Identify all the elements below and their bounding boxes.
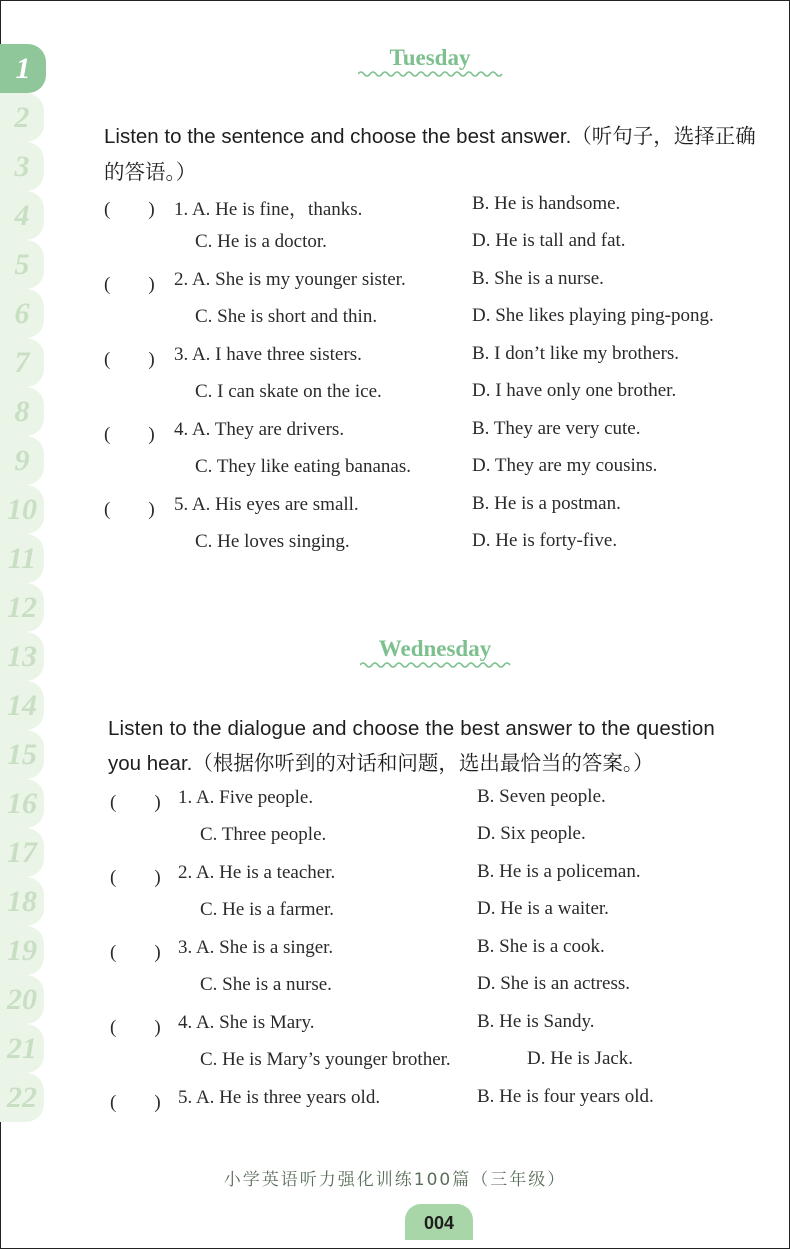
tuesday-q3-option-a: 3. A. I have three sisters. <box>174 344 362 365</box>
wednesday-q4-option-c: C. He is Mary’s younger brother. <box>200 1049 451 1070</box>
wednesday-q4-option-d: D. He is Jack. <box>527 1048 634 1069</box>
wednesday-q2-option-d: D. He is a waiter. <box>477 898 609 919</box>
side-tab-9[interactable]: 9 <box>0 436 44 485</box>
tuesday-q1-option-d: D. He is tall and fat. <box>472 230 626 251</box>
side-tab-12[interactable]: 12 <box>0 583 44 632</box>
side-tab-22[interactable]: 22 <box>0 1073 44 1122</box>
wednesday-q3-option-d: D. She is an actress. <box>477 973 631 994</box>
tuesday-q5-option-b: B. He is a postman. <box>472 493 621 514</box>
wednesday-q2-option-b: B. He is a policeman. <box>477 861 641 882</box>
wednesday-q1-option-c: C. Three people. <box>200 824 327 845</box>
tuesday-q3-option-c: C. I can skate on the ice. <box>195 381 382 402</box>
wednesday-q3-option-b: B. She is a cook. <box>477 936 605 957</box>
tuesday-q5-option-c: C. He loves singing. <box>195 531 350 552</box>
tuesday-wave-decoration <box>358 70 504 78</box>
side-tab-13[interactable]: 13 <box>0 632 44 681</box>
tuesday-q5-option-a: 5. A. His eyes are small. <box>174 494 359 515</box>
side-tab-7[interactable]: 7 <box>0 338 44 387</box>
tuesday-q2-option-d: D. She likes playing ping-pong. <box>472 305 714 326</box>
tuesday-instruction-line2: 的答语。） <box>104 161 197 184</box>
side-tab-18[interactable]: 18 <box>0 877 44 926</box>
tuesday-q1-answer-blank[interactable]: ( ) <box>104 199 155 220</box>
wednesday-q4-option-a: 4. A. She is Mary. <box>178 1012 315 1033</box>
side-tab-11[interactable]: 11 <box>0 534 44 583</box>
wednesday-q5-answer-blank[interactable]: ( ) <box>110 1092 161 1113</box>
wednesday-q1-option-b: B. Seven people. <box>477 786 606 807</box>
wednesday-q1-option-d: D. Six people. <box>477 823 586 844</box>
tuesday-q1-option-a: 1. A. He is fine，thanks. <box>174 199 363 220</box>
tuesday-q4-option-c: C. They like eating bananas. <box>195 456 411 477</box>
side-tab-10[interactable]: 10 <box>0 485 44 534</box>
wednesday-q5-option-a: 5. A. He is three years old. <box>178 1087 381 1108</box>
wednesday-wave-decoration <box>360 661 512 669</box>
tuesday-q4-answer-blank[interactable]: ( ) <box>104 424 155 445</box>
side-tab-15[interactable]: 15 <box>0 730 44 779</box>
side-tab-17[interactable]: 17 <box>0 828 44 877</box>
side-tab-19[interactable]: 19 <box>0 926 44 975</box>
wednesday-q3-option-a: 3. A. She is a singer. <box>178 937 334 958</box>
wednesday-q1-option-a: 1. A. Five people. <box>178 787 314 808</box>
page-number: 004 <box>405 1204 473 1240</box>
tuesday-q4-option-a: 4. A. They are drivers. <box>174 419 345 440</box>
tuesday-instruction-line1: Listen to the sentence and choose the best answer.（听句子，选择正确 <box>104 125 756 148</box>
side-tab-14[interactable]: 14 <box>0 681 44 730</box>
tuesday-q2-answer-blank[interactable]: ( ) <box>104 274 155 295</box>
wednesday-instruction-line1: Listen to the dialogue and choose the best answer to the question <box>108 717 715 740</box>
wednesday-q4-answer-blank[interactable]: ( ) <box>110 1017 161 1038</box>
tuesday-q5-answer-blank[interactable]: ( ) <box>104 499 155 520</box>
tuesday-q4-option-b: B. They are very cute. <box>472 418 641 439</box>
tuesday-q1-option-b: B. He is handsome. <box>472 193 621 214</box>
side-tab-21[interactable]: 21 <box>0 1024 44 1073</box>
side-tabs <box>0 44 48 1122</box>
side-tab-8[interactable]: 8 <box>0 387 44 436</box>
side-tab-3[interactable]: 3 <box>0 142 44 191</box>
wednesday-q4-option-b: B. He is Sandy. <box>477 1011 595 1032</box>
side-tab-1[interactable]: 1 <box>0 44 46 93</box>
wednesday-q2-answer-blank[interactable]: ( ) <box>110 867 161 888</box>
tuesday-q3-option-b: B. I don’t like my brothers. <box>472 343 680 364</box>
wednesday-q5-option-b: B. He is four years old. <box>477 1086 654 1107</box>
tuesday-q1-option-c: C. He is a doctor. <box>195 231 327 252</box>
wednesday-title: Wednesday <box>378 636 492 661</box>
tuesday-q5-option-d: D. He is forty-five. <box>472 530 618 551</box>
side-tab-16[interactable]: 16 <box>0 779 44 828</box>
side-tab-5[interactable]: 5 <box>0 240 44 289</box>
wednesday-q3-option-c: C. She is a nurse. <box>200 974 332 995</box>
tuesday-q3-option-d: D. I have only one brother. <box>472 380 677 401</box>
side-tab-6[interactable]: 6 <box>0 289 44 338</box>
tuesday-q2-option-b: B. She is a nurse. <box>472 268 604 289</box>
tuesday-q4-option-d: D. They are my cousins. <box>472 455 658 476</box>
side-tab-2[interactable]: 2 <box>0 93 44 142</box>
tuesday-q2-option-c: C. She is short and thin. <box>195 306 378 327</box>
wednesday-q2-option-c: C. He is a farmer. <box>200 899 335 920</box>
tuesday-q3-answer-blank[interactable]: ( ) <box>104 349 155 370</box>
side-tab-20[interactable]: 20 <box>0 975 44 1024</box>
wednesday-q1-answer-blank[interactable]: ( ) <box>110 792 161 813</box>
book-title-footer: 小学英语听力强化训练100篇（三年级） <box>223 1170 567 1190</box>
tuesday-title: Tuesday <box>389 45 471 70</box>
wednesday-q2-option-a: 2. A. He is a teacher. <box>178 862 336 883</box>
tuesday-q2-option-a: 2. A. She is my younger sister. <box>174 269 406 290</box>
wednesday-q3-answer-blank[interactable]: ( ) <box>110 942 161 963</box>
side-tab-4[interactable]: 4 <box>0 191 44 240</box>
wednesday-instruction-line2: you hear.（根据你听到的对话和问题，选出最恰当的答案。） <box>108 752 654 775</box>
